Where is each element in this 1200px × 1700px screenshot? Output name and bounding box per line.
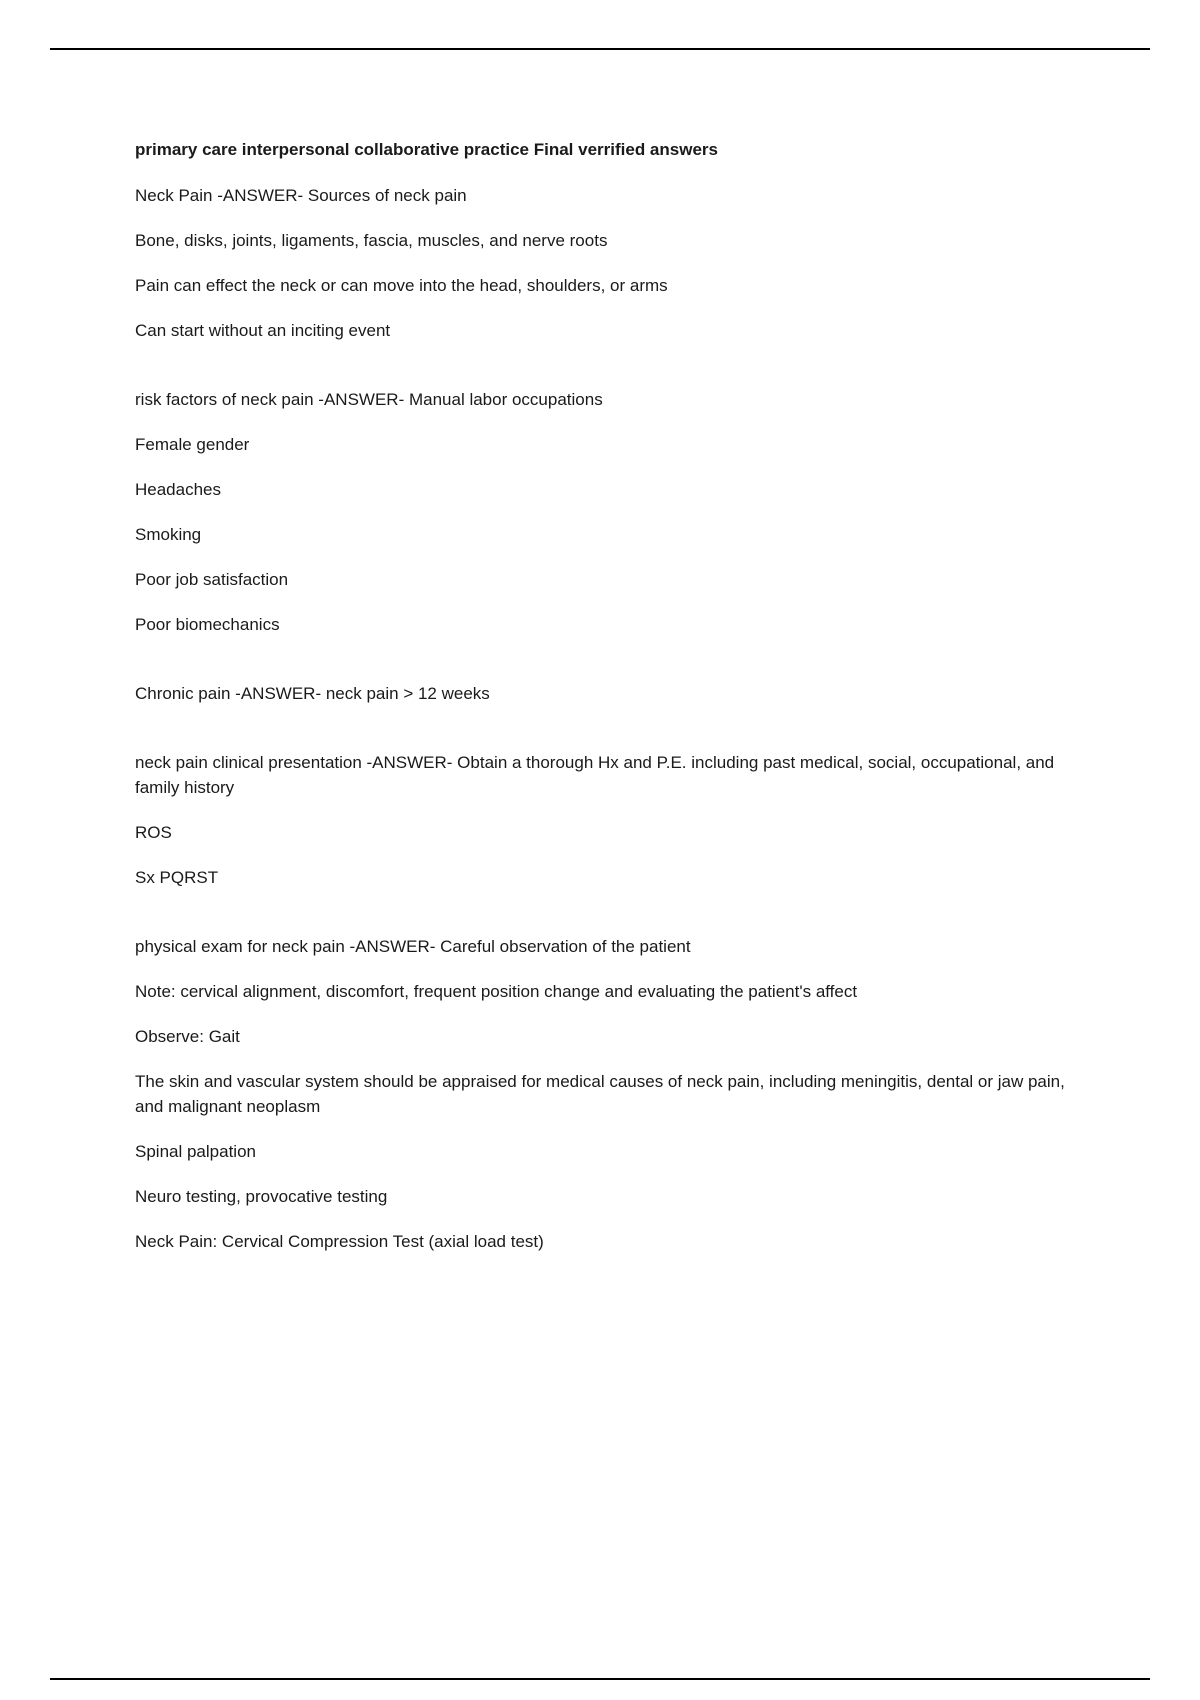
paragraph: neck pain clinical presentation -ANSWER- Obtain a thorough Hx and P.E. including past medical, social, occupational, and family history	[135, 753, 1055, 797]
paragraph: Neck Pain -ANSWER- Sources of neck pain	[135, 186, 467, 205]
paragraph: physical exam for neck pain -ANSWER- Careful observation of the patient	[135, 937, 691, 956]
paragraph-list	[135, 183, 1070, 1254]
paragraph: Bone, disks, joints, ligaments, fascia, muscles, and nerve roots	[135, 231, 608, 250]
paragraph: Neuro testing, provocative testing	[135, 1187, 388, 1206]
paragraph: The skin and vascular system should be appraised for medical causes of neck pain, including meningitis, dental or jaw pain, and malignant neoplasm	[135, 1072, 1065, 1116]
document-title: primary care interpersonal collaborative practice Final verrified answers	[135, 140, 718, 159]
paragraph: Female gender	[135, 435, 250, 454]
paragraph: Headaches	[135, 480, 222, 499]
paragraph: Poor job satisfaction	[135, 570, 289, 589]
paragraph: Note: cervical alignment, discomfort, frequent position change and evaluating the patient's affect	[135, 982, 858, 1001]
paragraph: risk factors of neck pain -ANSWER- Manual labor occupations	[135, 390, 603, 409]
paragraph: Sx PQRST	[135, 868, 219, 887]
paragraph: Can start without an inciting event	[135, 321, 391, 340]
bottom-rule	[50, 1678, 1150, 1680]
paragraph: ROS	[135, 823, 172, 842]
paragraph: Neck Pain: Cervical Compression Test (axial load test)	[135, 1232, 544, 1251]
top-rule	[50, 48, 1150, 50]
paragraph: Observe: Gait	[135, 1027, 240, 1046]
paragraph: Pain can effect the neck or can move into the head, shoulders, or arms	[135, 276, 668, 295]
paragraph: Poor biomechanics	[135, 615, 280, 634]
paragraph: Chronic pain -ANSWER- neck pain > 12 weeks	[135, 684, 490, 703]
paragraph: Spinal palpation	[135, 1142, 256, 1161]
document-content	[135, 138, 1070, 1274]
paragraph: Smoking	[135, 525, 202, 544]
